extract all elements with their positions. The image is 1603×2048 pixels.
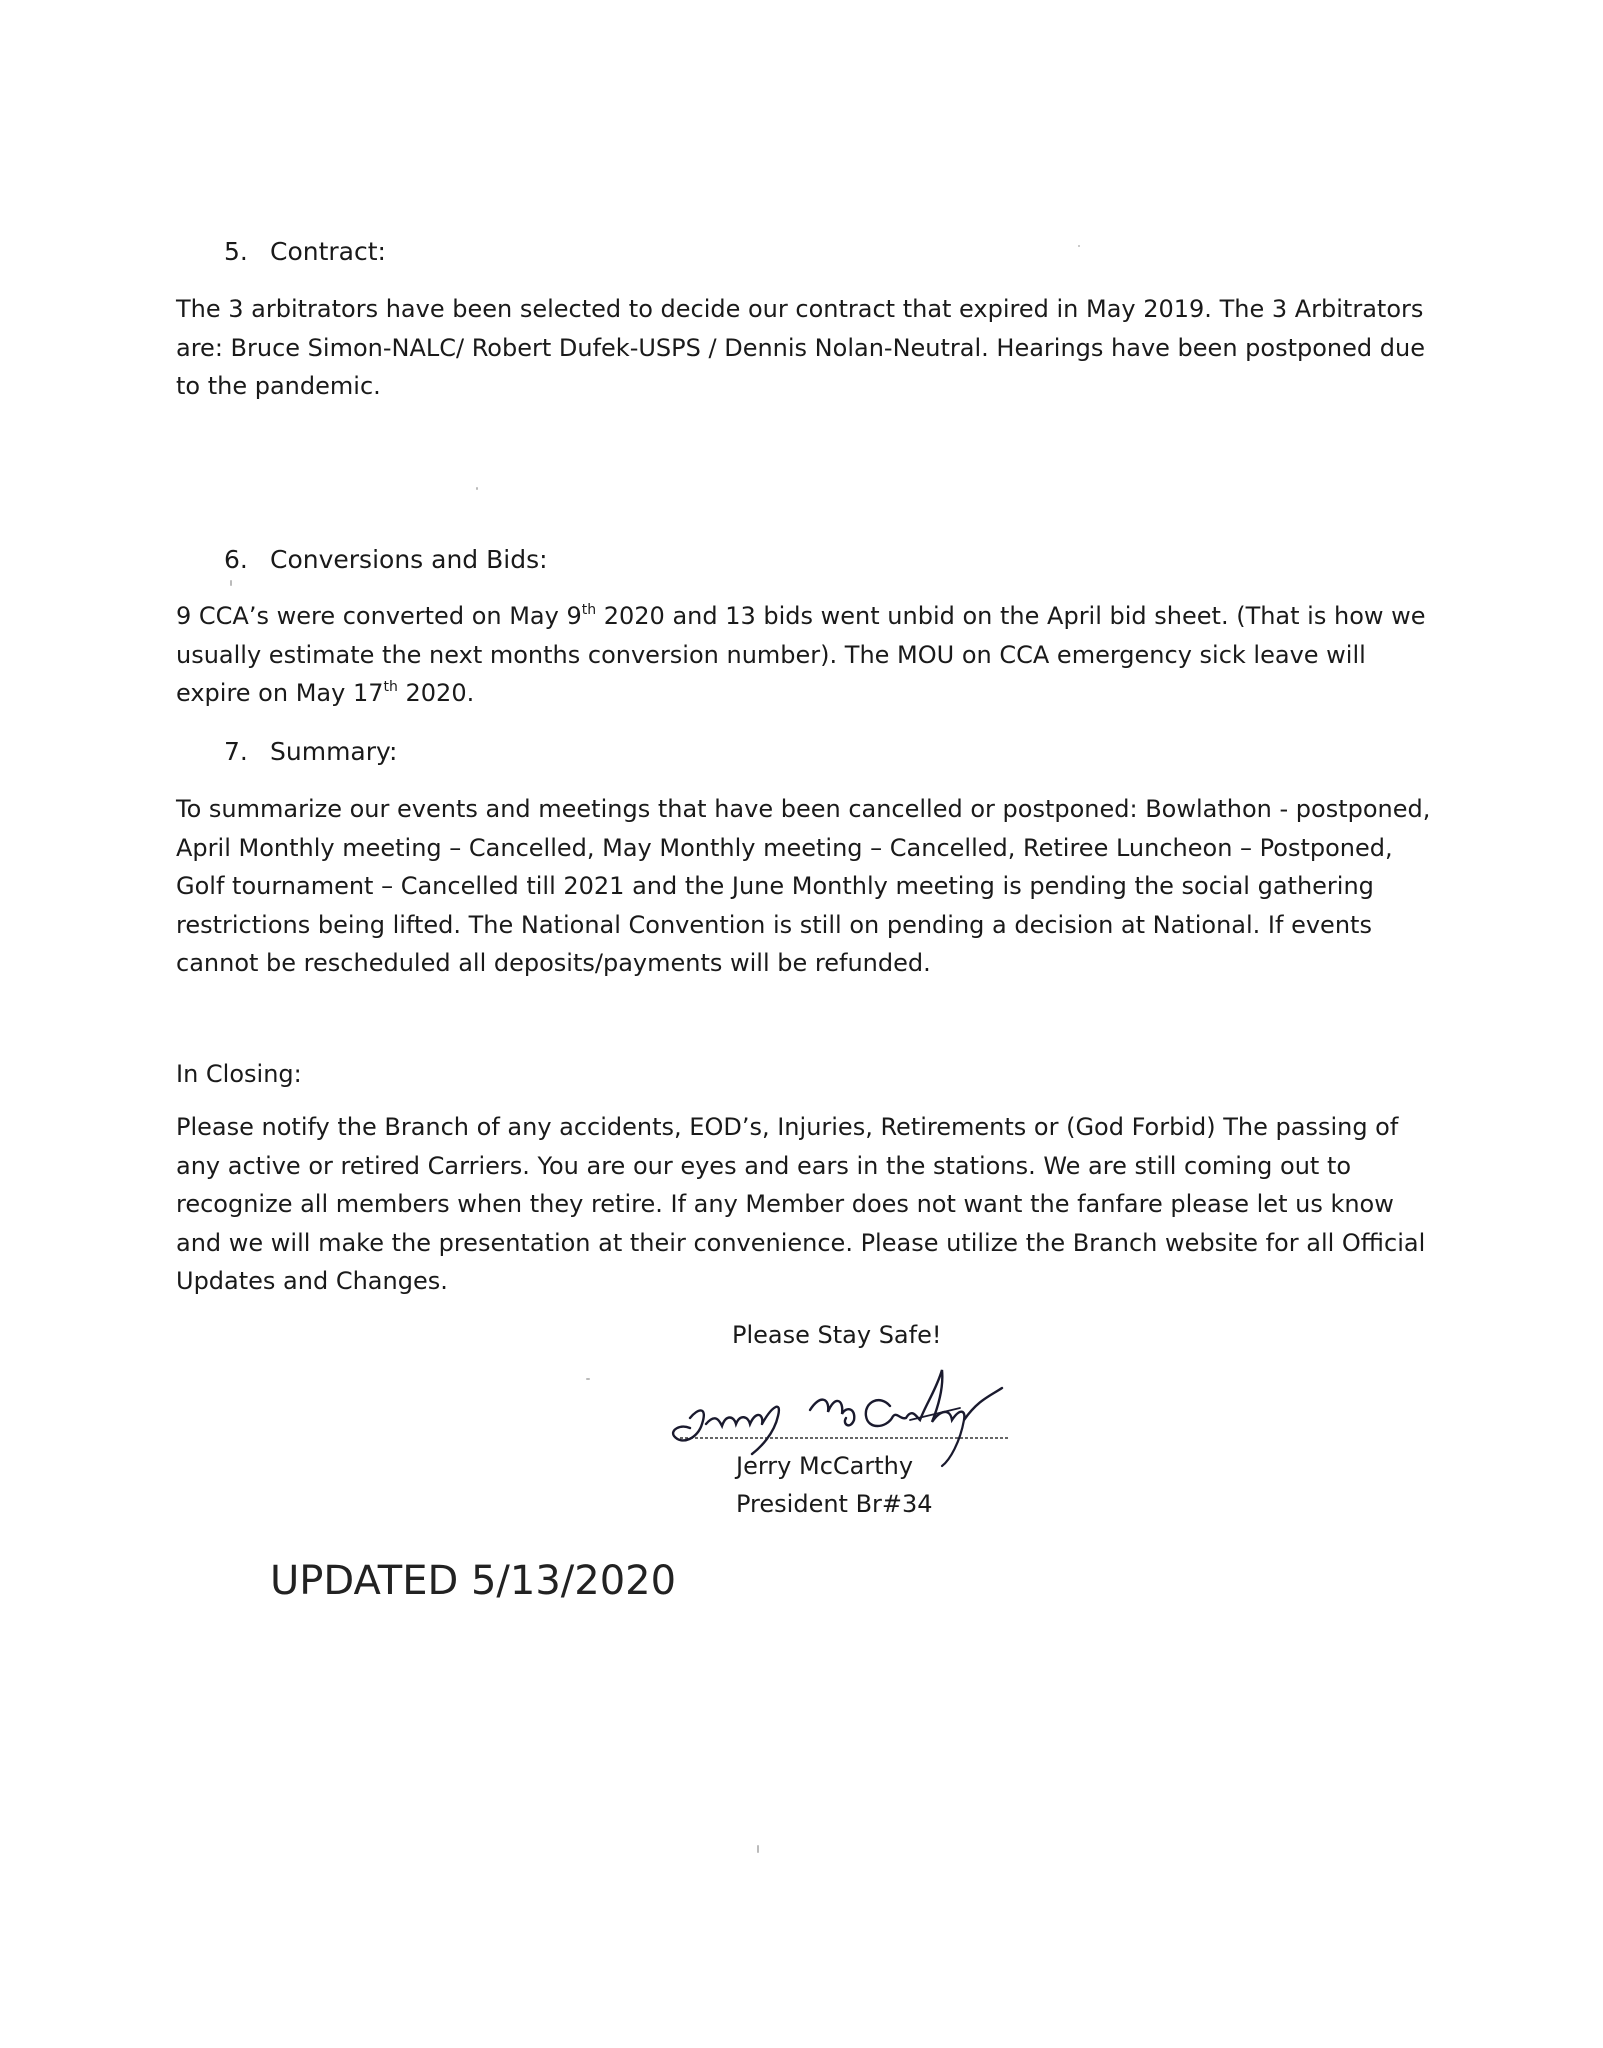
updated-stamp: UPDATED 5/13/2020 [270, 1558, 677, 1604]
scan-speck [230, 580, 232, 586]
section-number: 5. [224, 237, 248, 266]
section-title: Contract: [270, 237, 386, 266]
closing-body [176, 1108, 1426, 1301]
text-line: Updates and Changes. [176, 1267, 448, 1295]
scan-speck [586, 1378, 590, 1380]
text-run: 2020. [397, 679, 475, 707]
text-line [176, 597, 1426, 636]
text-line: The 3 arbitrators have been selected to decide our contract that expired in May 2019. The 3 Arbitrators [176, 295, 1424, 323]
ordinal-suffix: th [581, 602, 597, 618]
text-run: 9 CCA’s were converted on May 9 [176, 602, 582, 630]
signer-name: Jerry McCarthy [736, 1452, 914, 1480]
scan-speck [757, 1845, 759, 1853]
text-line: usually estimate the next months conversion number). The MOU on CCA emergency sick leave will [176, 640, 1366, 669]
closing-heading: In Closing: [176, 1060, 302, 1088]
signer-title: President Br#34 [736, 1490, 933, 1518]
text-line: Please notify the Branch of any accidents, EOD’s, Injuries, Retirements or (God Forbid) The passing of [176, 1113, 1399, 1141]
section-body-summary [176, 790, 1431, 983]
salutation: Please Stay Safe! [732, 1321, 942, 1349]
text-line: Golf tournament – Cancelled till 2021 and the June Monthly meeting is pending the social gathering [176, 872, 1374, 900]
section-heading-summary [224, 736, 397, 768]
section-number: 7. [224, 737, 248, 766]
text-run: expire on May 17 [176, 679, 384, 707]
text-line: and we will make the presentation at their convenience. Please utilize the Branch website for all Official [176, 1228, 1426, 1257]
text-line: to the pandemic. [176, 372, 381, 400]
section-body-contract [176, 290, 1425, 406]
section-body-conversions [176, 597, 1426, 713]
text-line: restrictions being lifted. The National Convention is still on pending a decision at National. If events [176, 910, 1372, 939]
section-heading-contract [224, 236, 386, 268]
section-title: Conversions and Bids: [270, 545, 548, 574]
text-run: 2020 and 13 bids went unbid on the April bid sheet. (That is how we [596, 602, 1426, 630]
text-line: recognize all members when they retire. If any Member does not want the fanfare please let us know [176, 1190, 1394, 1218]
text-line [176, 674, 1416, 713]
section-title: Summary: [270, 737, 398, 766]
text-line: any active or retired Carriers. You are our eyes and ears in the stations. We are still coming out to [176, 1151, 1352, 1180]
text-line: April Monthly meeting – Cancelled, May Monthly meeting – Cancelled, Retiree Luncheon – Postponed, [176, 833, 1393, 862]
text-line: cannot be rescheduled all deposits/payments will be refunded. [176, 949, 931, 977]
text-line: are: Bruce Simon-NALC/ Robert Dufek-USPS / Dennis Nolan-Neutral. Hearings have been postponed due [176, 333, 1425, 362]
scan-speck [476, 487, 478, 490]
section-number: 6. [224, 545, 248, 574]
text-line: To summarize our events and meetings that have been cancelled or postponed: Bowlathon - postponed, [176, 795, 1431, 823]
section-heading-conversions [224, 544, 548, 576]
ordinal-suffix: th [383, 679, 398, 695]
scan-speck [1078, 245, 1080, 247]
